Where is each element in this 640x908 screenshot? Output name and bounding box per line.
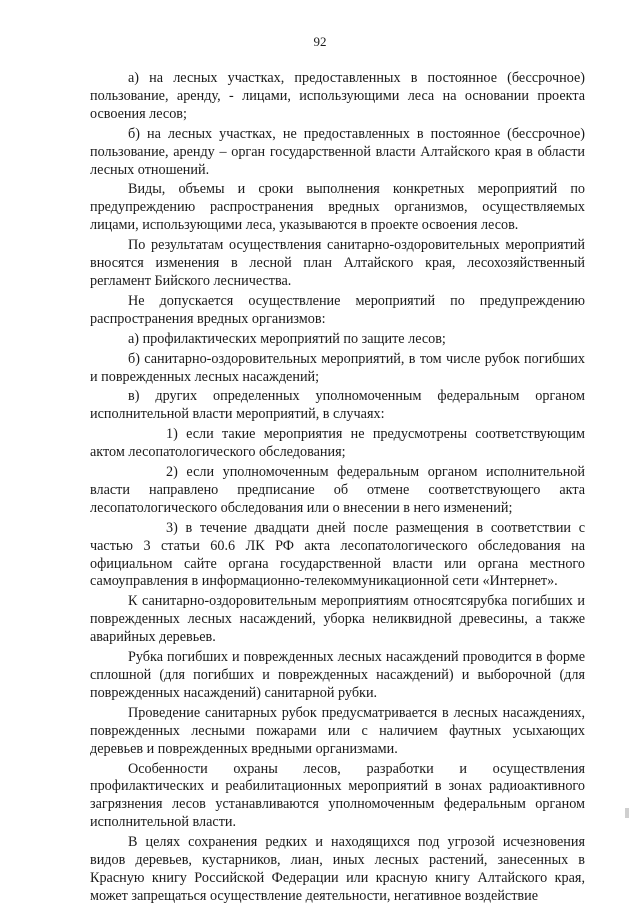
paragraph: Проведение санитарных рубок предусматривается в лесных насаждениях, поврежденных лесными пожарами или с наличием фаутных усыхающих деревьев и поврежденных вредными организмами. — [90, 704, 585, 757]
paragraph: б) санитарно-оздоровительных мероприятий, в том числе рубок погибших и поврежденных лесных насаждений; — [90, 350, 585, 385]
paragraph: 1) если такие мероприятия не предусмотрены соответствующим актом лесопатологического обследования; — [90, 426, 585, 461]
scan-artifact — [625, 808, 629, 818]
paragraph: К санитарно-оздоровительным мероприятиям относятсярубка погибших и поврежденных лесных насаждений, уборка неликвидной древесины, а также аварийных деревьев. — [90, 593, 585, 646]
paragraph: в) других определенных уполномоченным федеральным органом исполнительной власти мероприятий, в случаях: — [90, 388, 585, 423]
paragraph: Особенности охраны лесов, разработки и осуществления профилактических и реабилитационных мероприятий в зонах радиоактивного загрязнения лесов устанавливаются уполномоченным федеральным органом исполнительной власти. — [90, 760, 585, 831]
document-body — [90, 70, 585, 908]
page-number: 92 — [313, 34, 327, 49]
paragraph: По результатам осуществления санитарно-оздоровительных мероприятий вносятся изменения в лесной план Алтайского края, лесохозяйственный регламент Бийского лесничества. — [90, 237, 585, 289]
paragraph: Рубка погибших и поврежденных лесных насаждений проводится в форме сплошной (для погибших и поврежденных насаждений) и выборочной (для поврежденных насаждений) санитарной рубки. — [90, 649, 585, 701]
paragraph: а) на лесных участках, предоставленных в постоянное (бессрочное) пользование, аренду, - лицами, использующими леса на основании проекта освоения лесов; — [90, 70, 585, 122]
paragraph: В целях сохранения редких и находящихся под угрозой исчезновения видов деревьев, кустарников, лиан, иных лесных растений, занесенных в Красную книгу Российской Федерации или красную книгу Алтайского края, может запрещаться осуществление деятельности, негативное воздействие — [90, 834, 585, 904]
paragraph: 2) если уполномоченным федеральным органом исполнительной власти направлено предписание об отмене соответствующего акта лесопатологического обследования или о внесении в него изменений; — [90, 464, 585, 516]
paragraph: б) на лесных участках, не предоставленных в постоянное (бессрочное) пользование, аренду – орган государственной власти Алтайского края в области лесных отношений. — [90, 125, 585, 178]
paragraph: Не допускается осуществление мероприятий по предупреждению распространения вредных организмов: — [90, 292, 585, 327]
paragraph: а) профилактических мероприятий по защите лесов; — [128, 330, 446, 347]
paragraph: Виды, объемы и сроки выполнения конкретных мероприятий по предупреждению распространения вредных организмов, осуществляемых лицами, использующими леса, указываются в проекте освоения лесов. — [90, 181, 585, 234]
paragraph: 3) в течение двадцати дней после размещения в соответствии с частью 3 статьи 60.6 ЛК РФ акта лесопатологического обследования на официальном сайте органа государственной власти или органа местного самоуправления в информационно-телекоммуникационной сети «Интернет». — [90, 519, 585, 590]
